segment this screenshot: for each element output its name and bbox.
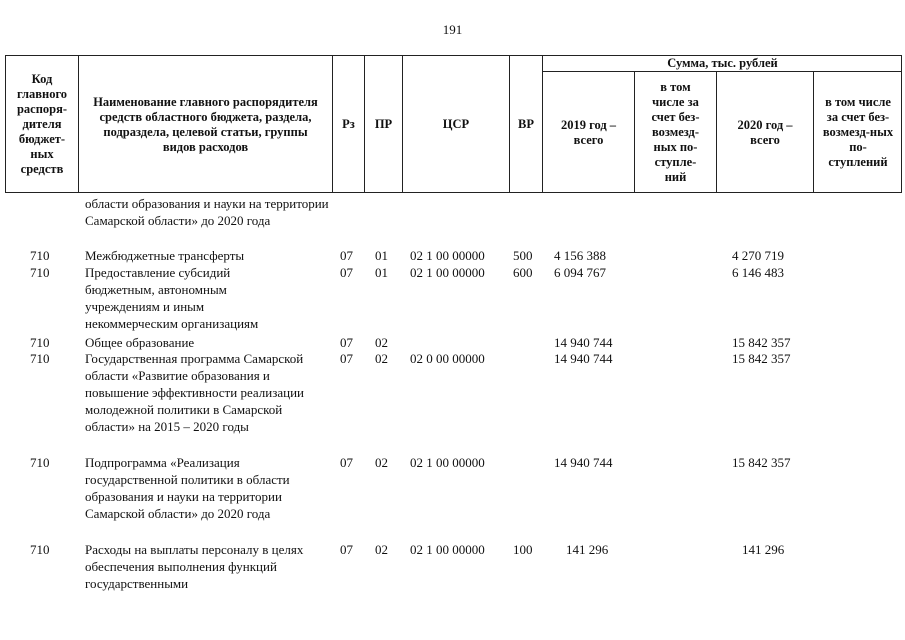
cell-code: 710 — [30, 248, 50, 263]
cell-rz: 07 — [340, 455, 353, 470]
cell-csr: 02 1 00 00000 — [410, 265, 485, 280]
table-row — [0, 195, 905, 247]
cell-rz: 07 — [340, 248, 353, 263]
header-pr — [365, 56, 402, 193]
cell-pr: 02 — [375, 455, 388, 470]
header-csr — [403, 56, 509, 193]
cell-vr: 500 — [513, 248, 533, 263]
header-2019-total — [543, 72, 634, 193]
cell-sum-2019: 141 296 — [566, 542, 609, 557]
cell-csr: 02 1 00 00000 — [410, 248, 485, 263]
cell-name: Государственная программа Самарской области «Развитие образования и повышение эффективности реализации молодежной политики в Самарской области» на 2015 – 2020 годы — [85, 351, 304, 434]
header-code-text: Код главного распоря-дителя бюджет-ных средств — [16, 72, 68, 176]
cell-vr: 600 — [513, 265, 533, 280]
header-vr-text: ВР — [518, 117, 534, 131]
table-header — [5, 55, 902, 193]
header-name — [79, 56, 332, 193]
header-sum-group-text: Сумма, тыс. рублей — [667, 56, 778, 70]
page-number: 191 — [442, 22, 463, 37]
cell-rz: 07 — [340, 542, 353, 557]
cell-sum-2019: 6 094 767 — [554, 265, 606, 280]
cell-name: Расходы на выплаты персоналу в целях обеспечения выполнения функций государственными — [85, 542, 304, 591]
cell-sum-2020: 4 270 719 — [732, 248, 784, 263]
cell-rz: 07 — [340, 335, 353, 350]
table-body — [0, 195, 905, 593]
table-row — [0, 247, 905, 264]
cell-rz: 07 — [340, 265, 353, 280]
cell-pr: 02 — [375, 542, 388, 557]
cell-csr: 02 1 00 00000 — [410, 455, 485, 470]
cell-code: 710 — [30, 542, 50, 557]
cell-pr: 02 — [375, 335, 388, 350]
header-rz — [333, 56, 364, 193]
header-2019-free-text: в том числе за счет без-возмезд-ных по-ступле-ний — [651, 80, 700, 184]
cell-sum-2020: 15 842 357 — [732, 335, 791, 350]
cell-csr: 02 0 00 00000 — [410, 351, 485, 366]
cell-sum-2020: 6 146 483 — [732, 265, 784, 280]
cell-sum-2020: 141 296 — [742, 542, 785, 557]
table-row — [0, 350, 905, 454]
table-row — [0, 334, 905, 350]
cell-code: 710 — [30, 351, 50, 366]
table-row — [0, 541, 905, 593]
header-2020-free — [814, 72, 902, 193]
cell-vr: 100 — [513, 542, 533, 557]
header-sum-group — [543, 56, 902, 71]
header-rz-text: Рз — [342, 117, 355, 131]
header-2019-total-text: 2019 год – всего — [560, 117, 617, 147]
header-2020-free-text: в том числе за счет без-возмезд-ных по-ступлений — [822, 95, 894, 169]
header-2019-free — [635, 72, 716, 193]
cell-rz: 07 — [340, 351, 353, 366]
cell-name: Подпрограмма «Реализация государственной политики в области образования и науки на территории Самарской области» до 2020 года — [85, 455, 290, 521]
header-pr-text: ПР — [374, 117, 393, 131]
cell-pr: 01 — [375, 265, 388, 280]
cell-sum-2019: 4 156 388 — [554, 248, 606, 263]
header-csr-text: ЦСР — [442, 117, 470, 131]
cell-name: Общее образование — [85, 335, 195, 350]
header-name-text: Наименование главного распорядителя средств областного бюджета, раздела, подраздела, целевой статьи, группы видов расходов — [93, 94, 318, 154]
cell-sum-2020: 15 842 357 — [732, 455, 791, 470]
cell-code: 710 — [30, 265, 50, 280]
cell-sum-2020: 15 842 357 — [732, 351, 791, 366]
cell-sum-2019: 14 940 744 — [554, 455, 613, 470]
header-vr — [510, 56, 542, 193]
cell-pr: 02 — [375, 351, 388, 366]
cell-name: Предоставление субсидий бюджетным, автономным учреждениям и иным некоммерческим организациям — [85, 265, 259, 331]
header-2020-total — [717, 72, 813, 193]
cell-csr: 02 1 00 00000 — [410, 542, 485, 557]
cell-pr: 01 — [375, 248, 388, 263]
cell-code: 710 — [30, 335, 50, 350]
cell-sum-2019: 14 940 744 — [554, 335, 613, 350]
table-row — [0, 454, 905, 541]
cell-name: Межбюджетные трансферты — [85, 248, 245, 263]
cell-code: 710 — [30, 455, 50, 470]
header-2020-total-text: 2020 год – всего — [737, 117, 793, 147]
cell-name: области образования и науки на территории Самарской области» до 2020 года — [85, 196, 329, 228]
cell-sum-2019: 14 940 744 — [554, 351, 613, 366]
header-code — [6, 56, 78, 193]
table-row — [0, 264, 905, 334]
